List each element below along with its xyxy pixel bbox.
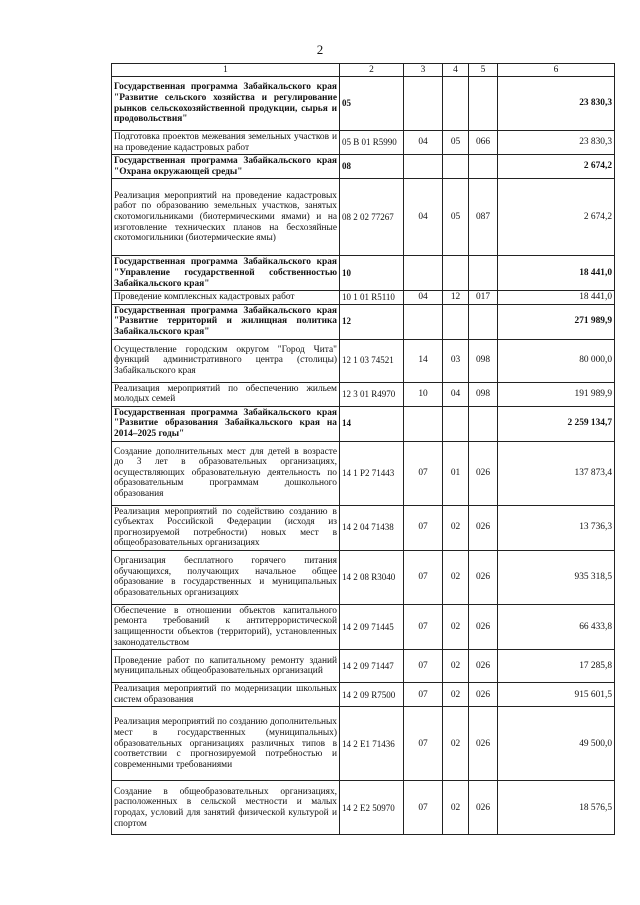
row-name-cell: Реализация мероприятий по содействию созданию в субъектах Российской Федерации (исходя из прогнозируемой потребности) новых мест в общеобразовательных организациях: [112, 505, 340, 550]
row-col4-cell: [443, 406, 469, 441]
row-code-cell: 14 2 08 R3040: [340, 550, 404, 604]
row-col4-cell: 05: [443, 131, 469, 155]
table-row: [112, 131, 615, 155]
row-name-cell: Реализация мероприятий по созданию дополнительных мест в государственных (муниципальных) образовательных организациях различных типов в соответствии с прогнозируемой потребностью и современными требованиями: [112, 707, 340, 781]
table-row: [112, 441, 615, 505]
row-col3-cell: [404, 77, 443, 131]
row-amount-cell: 66 433,8: [498, 604, 615, 649]
row-col3-cell: 07: [404, 707, 443, 781]
row-col4-cell: 12: [443, 291, 469, 305]
row-col5-cell: 087: [469, 179, 498, 256]
row-col5-cell: 026: [469, 781, 498, 835]
row-col3-cell: [404, 406, 443, 441]
row-name-cell: Государственная программа Забайкальского края "Охрана окружающей среды": [112, 155, 340, 179]
row-amount-cell: 271 989,9: [498, 304, 615, 339]
row-col5-cell: 026: [469, 650, 498, 683]
row-amount-cell: 137 873,4: [498, 441, 615, 505]
row-col3-cell: 07: [404, 781, 443, 835]
row-amount-cell: 935 318,5: [498, 550, 615, 604]
row-name-cell: Организация бесплатного горячего питания обучающихся, получающих начальное общее образование в государственных и муниципальных образовательных организациях: [112, 550, 340, 604]
table-row: [112, 604, 615, 649]
header-col-1: 1: [112, 64, 340, 77]
row-code-cell: 05: [340, 77, 404, 131]
row-col4-cell: 02: [443, 781, 469, 835]
row-amount-cell: 80 000,0: [498, 339, 615, 382]
page-number: 2: [316, 42, 324, 57]
table-row: [112, 550, 615, 604]
row-code-cell: 14 2 04 71438: [340, 505, 404, 550]
row-col5-cell: 017: [469, 291, 498, 305]
row-code-cell: 14 2 E2 50970: [340, 781, 404, 835]
row-col4-cell: 02: [443, 505, 469, 550]
program-row: [112, 406, 615, 441]
row-col3-cell: 07: [404, 505, 443, 550]
row-amount-cell: 23 830,3: [498, 131, 615, 155]
row-col4-cell: 05: [443, 179, 469, 256]
row-amount-cell: 17 285,8: [498, 650, 615, 683]
header-col-5: 5: [469, 64, 498, 77]
table-row: [112, 683, 615, 707]
row-code-cell: 14 2 E1 71436: [340, 707, 404, 781]
row-col3-cell: 07: [404, 604, 443, 649]
row-col4-cell: 02: [443, 604, 469, 649]
row-amount-cell: 18 441,0: [498, 291, 615, 305]
row-code-cell: 14 2 09 R7500: [340, 683, 404, 707]
header-col-4: 4: [443, 64, 469, 77]
row-name-cell: Проведение работ по капитальному ремонту зданий муниципальных общеобразовательных организаций: [112, 650, 340, 683]
row-amount-cell: 191 989,9: [498, 382, 615, 406]
row-col4-cell: 01: [443, 441, 469, 505]
row-col3-cell: 07: [404, 550, 443, 604]
row-name-cell: Подготовка проектов межевания земельных участков и на проведение кадастровых работ: [112, 131, 340, 155]
row-code-cell: 12 3 01 R4970: [340, 382, 404, 406]
table-row: [112, 339, 615, 382]
row-col4-cell: 02: [443, 707, 469, 781]
row-code-cell: 14 2 09 71447: [340, 650, 404, 683]
row-amount-cell: 49 500,0: [498, 707, 615, 781]
header-col-6: 6: [498, 64, 615, 77]
row-amount-cell: 13 736,3: [498, 505, 615, 550]
row-col4-cell: 02: [443, 550, 469, 604]
row-col4-cell: 02: [443, 650, 469, 683]
row-col5-cell: 026: [469, 505, 498, 550]
row-col3-cell: 07: [404, 683, 443, 707]
header-col-2: 2: [340, 64, 404, 77]
row-col3-cell: 04: [404, 179, 443, 256]
row-col4-cell: 02: [443, 683, 469, 707]
row-code-cell: 14 1 P2 71443: [340, 441, 404, 505]
table-row: [112, 505, 615, 550]
row-name-cell: Государственная программа Забайкальского края "Развитие образования Забайкальского края на 2014–2025 годы": [112, 406, 340, 441]
row-col5-cell: [469, 304, 498, 339]
table-body: [112, 77, 615, 835]
row-name-cell: Государственная программа Забайкальского края "Управление государственной собственностью Забайкальского края": [112, 256, 340, 291]
row-code-cell: 12 1 03 74521: [340, 339, 404, 382]
row-col3-cell: 04: [404, 131, 443, 155]
program-row: [112, 155, 615, 179]
program-row: [112, 304, 615, 339]
row-name-cell: Реализация мероприятий на проведение кадастровых работ по образованию земельных участков, занятых скотомогильниками (биотермическими ямами) и на изготовление технических планов на бесхозяйные скотомогильники (биотермические ямы): [112, 179, 340, 256]
budget-table: [111, 63, 615, 835]
row-name-cell: Реализация мероприятий по обеспечению жильем молодых семей: [112, 382, 340, 406]
row-code-cell: 10: [340, 256, 404, 291]
row-name-cell: Государственная программа Забайкальского края "Развитие сельского хозяйства и регулирование рынков сельскохозяйственной продукции, сырья и продовольствия": [112, 77, 340, 131]
row-col5-cell: 026: [469, 441, 498, 505]
row-col5-cell: 098: [469, 339, 498, 382]
row-col5-cell: 026: [469, 707, 498, 781]
table-row: [112, 650, 615, 683]
row-col4-cell: [443, 155, 469, 179]
row-col4-cell: [443, 304, 469, 339]
row-col3-cell: 10: [404, 382, 443, 406]
row-amount-cell: 23 830,3: [498, 77, 615, 131]
table-row: [112, 707, 615, 781]
header-col-3: 3: [404, 64, 443, 77]
row-col5-cell: [469, 155, 498, 179]
table-row: [112, 291, 615, 305]
row-amount-cell: 2 259 134,7: [498, 406, 615, 441]
row-col3-cell: 07: [404, 441, 443, 505]
program-row: [112, 256, 615, 291]
row-name-cell: Государственная программа Забайкальского края "Развитие территорий и жилищная политика Забайкальского края": [112, 304, 340, 339]
row-code-cell: 14 2 09 71445: [340, 604, 404, 649]
row-col5-cell: 098: [469, 382, 498, 406]
row-col5-cell: 026: [469, 550, 498, 604]
row-name-cell: Обеспечение в отношении объектов капитального ремонта требований к антитеррористической защищенности объектов (территорий), установленных законодательством: [112, 604, 340, 649]
program-row: [112, 77, 615, 131]
row-name-cell: Реализация мероприятий по модернизации школьных систем образования: [112, 683, 340, 707]
row-col5-cell: [469, 406, 498, 441]
row-code-cell: 08: [340, 155, 404, 179]
row-amount-cell: 18 576,5: [498, 781, 615, 835]
row-col3-cell: [404, 304, 443, 339]
row-col4-cell: 04: [443, 382, 469, 406]
table-row: [112, 382, 615, 406]
row-col5-cell: 026: [469, 683, 498, 707]
row-code-cell: 10 1 01 R5110: [340, 291, 404, 305]
row-col3-cell: 07: [404, 650, 443, 683]
row-code-cell: 08 2 02 77267: [340, 179, 404, 256]
table-row: [112, 781, 615, 835]
row-name-cell: Создание дополнительных мест для детей в возрасте до 3 лет в образовательных организациях, осуществляющих образовательную деятельность по образовательным программам дошкольного образования: [112, 441, 340, 505]
row-col4-cell: [443, 256, 469, 291]
row-col5-cell: 066: [469, 131, 498, 155]
row-col5-cell: 026: [469, 604, 498, 649]
row-code-cell: 05 В 01 R5990: [340, 131, 404, 155]
row-amount-cell: 2 674,2: [498, 179, 615, 256]
row-col4-cell: [443, 77, 469, 131]
table-row: [112, 179, 615, 256]
row-col3-cell: 14: [404, 339, 443, 382]
row-amount-cell: 2 674,2: [498, 155, 615, 179]
row-name-cell: Осуществление городским округом "Город Чита" функций административного центра (столицы) Забайкальского края: [112, 339, 340, 382]
row-col3-cell: [404, 256, 443, 291]
row-col3-cell: 04: [404, 291, 443, 305]
table-header-row: [112, 64, 615, 77]
row-code-cell: 12: [340, 304, 404, 339]
row-col4-cell: 03: [443, 339, 469, 382]
row-col5-cell: [469, 256, 498, 291]
row-col5-cell: [469, 77, 498, 131]
row-amount-cell: 915 601,5: [498, 683, 615, 707]
row-col3-cell: [404, 155, 443, 179]
row-name-cell: Проведение комплексных кадастровых работ: [112, 291, 340, 305]
row-code-cell: 14: [340, 406, 404, 441]
row-name-cell: Создание в общеобразовательных организациях, расположенных в сельской местности и малых городах, условий для занятий физической культурой и спортом: [112, 781, 340, 835]
row-amount-cell: 18 441,0: [498, 256, 615, 291]
